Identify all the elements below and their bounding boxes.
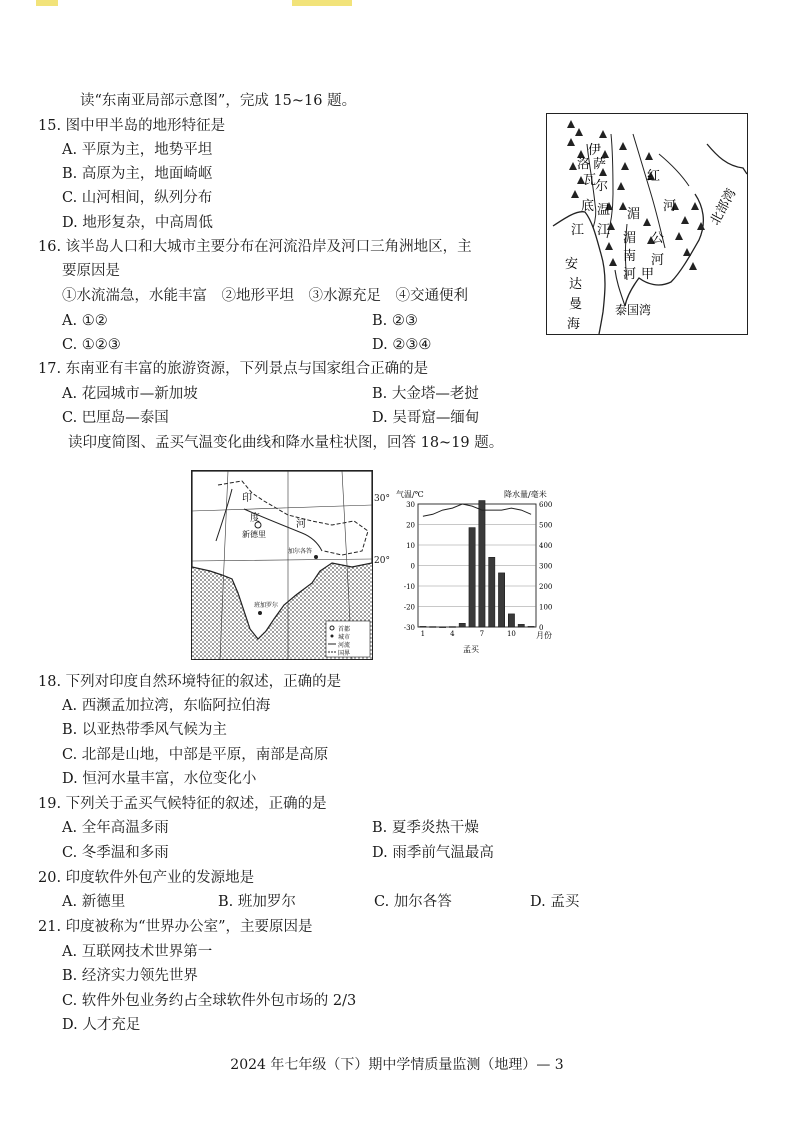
label-du: 度 (250, 513, 260, 524)
precip-bar (528, 626, 534, 627)
label-irrawaddy-3: 瓦 (583, 173, 597, 188)
label-chao-1: 湄 (623, 231, 637, 246)
month-tick-label: 10 (506, 630, 516, 638)
india-map-svg (192, 471, 372, 659)
top-highlight-mark (36, 0, 58, 6)
precip-bar (420, 626, 426, 627)
q16-stem-line2: 要原因是 (62, 263, 120, 279)
q20-option-b[interactable]: B. 班加罗尔 (218, 894, 296, 910)
label-gulf-thailand: 泰国湾 (615, 303, 652, 317)
legend-river: 河流 (338, 642, 351, 649)
q21-stem: 21. 印度被称为“世界办公室”，主要原因是 (38, 919, 313, 935)
q20-option-a[interactable]: A. 新德里 (62, 894, 126, 910)
temp-tick-label: -20 (403, 603, 415, 612)
precip-tick-label: 100 (539, 603, 553, 612)
q17-stem: 17. 东南亚有丰富的旅游资源，下列景点与国家组合正确的是 (38, 361, 429, 377)
label-newdelhi: 新德里 (242, 530, 266, 539)
precip-bar (469, 528, 475, 627)
india-lat-20: 20° (374, 556, 390, 566)
india-map-legend (326, 621, 370, 657)
coastline-north (707, 144, 747, 174)
q16-option-d[interactable]: D. ②③④ (372, 337, 432, 353)
label-ganga: 河 (296, 519, 306, 530)
temp-tick-label: 30 (406, 501, 415, 509)
q16-factors: ①水流湍急，水能丰富 ②地形平坦 ③水源充足 ④交通便利 (62, 288, 468, 304)
city-kolkata-dot (314, 555, 318, 559)
q21-option-b[interactable]: B. 经济实力领先世界 (62, 968, 198, 984)
label-jia: 甲 (641, 267, 655, 282)
q18-option-d[interactable]: D. 恒河水量丰富，水位变化小 (62, 771, 257, 787)
q16-option-b[interactable]: B. ②③ (372, 313, 418, 329)
q17-option-b[interactable]: B. 大金塔—老挝 (372, 386, 479, 402)
label-mekong-2: 公 (651, 231, 665, 246)
q15-option-c[interactable]: C. 山河相间，纵列分布 (62, 190, 213, 206)
q19-option-c[interactable]: C. 冬季温和多雨 (62, 845, 169, 861)
q21-option-d[interactable]: D. 人才充足 (62, 1017, 141, 1033)
india-map (191, 470, 373, 660)
precip-tick-label: 400 (539, 542, 553, 550)
precip-bar (430, 627, 436, 628)
precip-tick-label: 0 (539, 624, 544, 632)
q19-option-a[interactable]: A. 全年高温多雨 (62, 820, 169, 836)
q20-option-d[interactable]: D. 孟买 (530, 894, 580, 910)
q15-option-d[interactable]: D. 地形复杂，中高周低 (62, 215, 213, 231)
legend-city: 城市 (338, 634, 351, 641)
precip-bar (479, 501, 485, 627)
label-chao-2: 南 (623, 249, 637, 264)
label-irrawaddy-1: 伊 (588, 143, 602, 158)
chart-title: 孟买 (463, 645, 479, 654)
india-lat-30: 30° (374, 494, 390, 504)
q18-option-a[interactable]: A. 西濒孟加拉湾，东临阿拉伯海 (62, 698, 271, 714)
label-red-1: 红 (647, 169, 661, 184)
label-salween-1: 萨 (593, 157, 607, 172)
chart-ylabel-left: 气温/℃ (396, 490, 424, 499)
temp-tick-label: 20 (406, 521, 415, 530)
q21-option-c[interactable]: C. 软件外包业务约占全球软件外包市场的 2/3 (62, 993, 357, 1009)
q16-option-c[interactable]: C. ①②③ (62, 337, 121, 353)
month-tick-label: 7 (479, 630, 485, 638)
temp-tick-label: 10 (406, 542, 415, 550)
top-highlight-mark (292, 0, 352, 6)
chart-ylabel-right: 降水量/毫米 (504, 490, 547, 499)
q18-option-b[interactable]: B. 以亚热带季风气候为主 (62, 722, 227, 738)
temp-tick-label: -30 (403, 624, 415, 632)
chart-xlabel: 月份 (536, 631, 552, 640)
label-salween-3: 温 (597, 203, 611, 218)
month-tick-label: 1 (420, 630, 426, 638)
precip-bar (449, 627, 455, 628)
q20-stem: 20. 印度软件外包产业的发源地是 (38, 870, 255, 886)
precip-tick-label: 300 (539, 562, 553, 571)
label-andaman-3: 曼 (569, 297, 583, 312)
temp-tick-label: 0 (410, 562, 415, 571)
label-irrawaddy-5: 江 (571, 223, 585, 238)
river-red (659, 154, 689, 186)
q18-option-c[interactable]: C. 北部是山地，中部是平原，南部是高原 (62, 747, 329, 763)
label-beibu-gulf: 北部湾 (707, 186, 740, 228)
q21-option-a[interactable]: A. 互联网技术世界第一 (62, 944, 213, 960)
precip-bar (498, 573, 504, 627)
label-mekong-1: 湄 (627, 207, 641, 222)
southeast-asia-map-svg (547, 114, 747, 334)
precip-bar (518, 624, 524, 627)
label-irrawaddy-4: 底 (581, 199, 595, 214)
q17-option-c[interactable]: C. 巴厘岛—泰国 (62, 410, 169, 426)
precip-bar (508, 614, 514, 627)
label-andaman-1: 安 (565, 257, 579, 272)
q16-stem-line1: 16. 该半岛人口和大城市主要分布在河流沿岸及河口三角洲地区，主 (38, 239, 472, 255)
q16-option-a[interactable]: A. ①② (62, 313, 108, 329)
precip-bar (439, 627, 445, 628)
mumbai-climate-svg (390, 488, 570, 656)
q20-option-c[interactable]: C. 加尔各答 (374, 894, 452, 910)
southeast-asia-map (546, 113, 748, 335)
label-salween-2: 尔 (595, 179, 609, 194)
label-andaman-2: 达 (569, 277, 583, 292)
q15-option-b[interactable]: B. 高原为主，地面崎岖 (62, 166, 213, 182)
precip-bar (489, 557, 495, 627)
page-footer: 2024 年七年级（下）期中学情质量监测（地理）— 3 (230, 1057, 564, 1073)
q19-option-b[interactable]: B. 夏季炎热干燥 (372, 820, 479, 836)
temp-tick-label: -10 (403, 583, 415, 591)
intro-15-16: 读“东南亚局部示意图”，完成 15~16 题。 (80, 93, 357, 109)
q17-option-d[interactable]: D. 吴哥窟—缅甸 (372, 410, 480, 426)
label-yin: 印 (242, 493, 252, 504)
label-mekong-3: 河 (651, 253, 665, 268)
precip-tick-label: 200 (539, 583, 553, 591)
q15-stem: 15. 图中甲半岛的地形特征是 (38, 118, 226, 134)
q15-option-a[interactable]: A. 平原为主，地势平坦 (62, 142, 213, 158)
precip-bar (459, 623, 465, 627)
month-tick-label: 4 (450, 630, 455, 638)
city-bangalore-dot (258, 611, 262, 615)
intro-18-19: 读印度简图、孟买气温变化曲线和降水量柱状图，回答 18~19 题。 (68, 435, 504, 451)
label-bangalore: 班加罗尔 (254, 602, 279, 609)
label-chao-3: 河 (623, 267, 637, 282)
q19-stem: 19. 下列关于孟买气候特征的叙述，正确的是 (38, 796, 327, 812)
label-andaman-4: 海 (567, 317, 581, 332)
label-salween-4: 江 (597, 223, 611, 238)
label-red-2: 河 (663, 199, 677, 214)
mumbai-climate-chart (390, 488, 570, 656)
label-irrawaddy-2: 洛 (577, 157, 591, 172)
q17-option-a[interactable]: A. 花园城市—新加坡 (62, 386, 198, 402)
q19-option-d[interactable]: D. 雨季前气温最高 (372, 845, 494, 861)
label-kolkata: 加尔各答 (288, 548, 313, 555)
precip-tick-label: 500 (539, 521, 553, 530)
q18-stem: 18. 下列对印度自然环境特征的叙述，正确的是 (38, 674, 342, 690)
legend-capital: 首都 (338, 626, 351, 633)
legend-border: 国界 (338, 650, 351, 657)
precip-tick-label: 600 (539, 501, 553, 509)
